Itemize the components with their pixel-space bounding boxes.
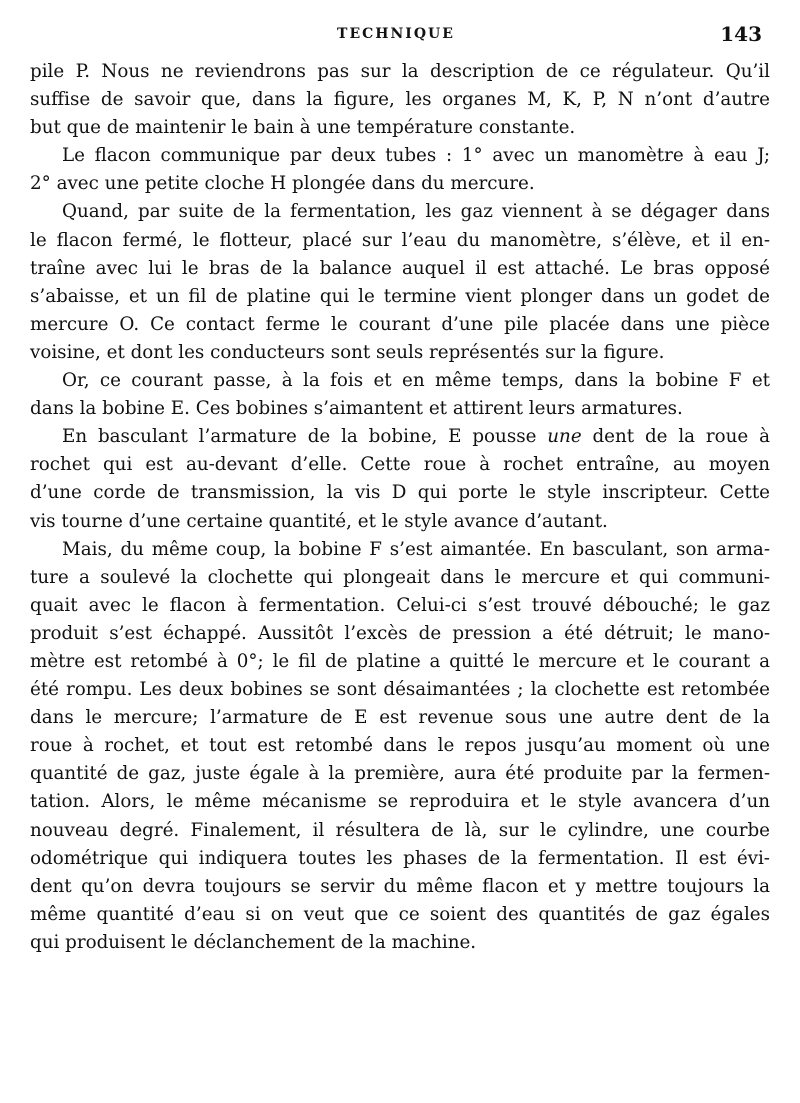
page-number: 143 (720, 22, 762, 46)
text-line: tation. Alors, le même mécanisme se reproduira et le style avancera d’un (30, 791, 770, 813)
text-line: même quantité d’eau si on veut que ce soient des quantités de gaz égales (30, 903, 770, 925)
text-line: quantité de gaz, juste égale à la première, aura été produite par la fermen- (30, 763, 770, 785)
text-line: ture a soulevé la clochette qui plongeait dans le mercure et qui communi- (30, 566, 770, 588)
text-line: traîne avec lui le bras de la balance auquel il est attaché. Le bras opposé (30, 257, 770, 279)
paragraph-2 (30, 142, 770, 198)
text-line: voisine, et dont les conducteurs sont seuls représentés sur la figure. (30, 341, 665, 363)
italic-word: une (547, 426, 582, 448)
text-line: 2° avec une petite cloche H plongée dans du mercure. (30, 173, 535, 195)
paragraph-6 (30, 536, 770, 957)
text-line: suffise de savoir que, dans la figure, les organes M, K, P, N n’ont d’autre (30, 89, 770, 111)
text-line: dent qu’on devra toujours se servir du même flacon et y mettre toujours la (30, 875, 770, 897)
text-line: d’une corde de transmission, la vis D qui porte le style inscripteur. Cette (30, 482, 770, 504)
text-line: Le flacon communique par deux tubes : 1° avec un manomètre à eau J; (62, 145, 770, 167)
text-line: qui produisent le déclanchement de la machine. (30, 931, 477, 953)
text-line: mètre est retombé à 0°; le fil de platine a quitté le mercure et le courant a (30, 650, 770, 672)
paragraph-1 (30, 58, 770, 142)
text-line: s’abaisse, et un fil de platine qui le termine vient plonger dans un godet de (30, 285, 770, 307)
text-line: le flacon fermé, le flotteur, placé sur l’eau du manomètre, s’élève, et il en- (30, 229, 770, 251)
text-line: Mais, du même coup, la bobine F s’est aimantée. En basculant, son arma- (62, 538, 770, 560)
paragraph-3 (30, 198, 770, 367)
text-line: quait avec le flacon à fermentation. Celui-ci s’est trouvé débouché; le gaz (30, 594, 770, 616)
running-title: TECHNIQUE (337, 26, 455, 42)
text-line: vis tourne d’une certaine quantité, et le style avance d’autant. (30, 510, 608, 532)
body-text (30, 58, 770, 957)
text-run: dent de la roue à (581, 426, 770, 448)
text-line: rochet qui est au-devant d’elle. Cette roue à rochet entraîne, au moyen (30, 454, 770, 476)
text-line: roue à rochet, et tout est retombé dans le repos jusqu’au moment où une (30, 735, 770, 757)
text-line: produit s’est échappé. Aussitôt l’excès de pression a été détruit; le mano- (30, 622, 770, 644)
text-line (30, 423, 770, 451)
text-line: Or, ce courant passe, à la fois et en même temps, dans la bobine F et (62, 370, 770, 392)
text-line: but que de maintenir le bain à une température constante. (30, 117, 576, 139)
text-line: dans la bobine E. Ces bobines s’aimantent et attirent leurs armatures. (30, 398, 683, 420)
paragraph-5 (30, 423, 770, 535)
running-head (30, 22, 762, 52)
text-line: été rompu. Les deux bobines se sont désaimantées ; la clochette est retombée (30, 679, 770, 701)
text-line: nouveau degré. Finalement, il résultera de là, sur le cylindre, une courbe (30, 819, 770, 841)
text-line: pile P. Nous ne reviendrons pas sur la description de ce régulateur. Qu’il (30, 61, 770, 82)
text-run: En basculant l’armature de la bobine, E pousse (62, 426, 548, 448)
text-line: Quand, par suite de la fermentation, les gaz viennent à se dégager dans (62, 201, 770, 223)
text-line: dans le mercure; l’armature de E est revenue sous une autre dent de la (30, 707, 770, 729)
text-line: odométrique qui indiquera toutes les phases de la fermentation. Il est évi- (30, 847, 770, 869)
text-line: mercure O. Ce contact ferme le courant d’une pile placée dans une pièce (30, 313, 770, 335)
paragraph-4 (30, 367, 770, 423)
